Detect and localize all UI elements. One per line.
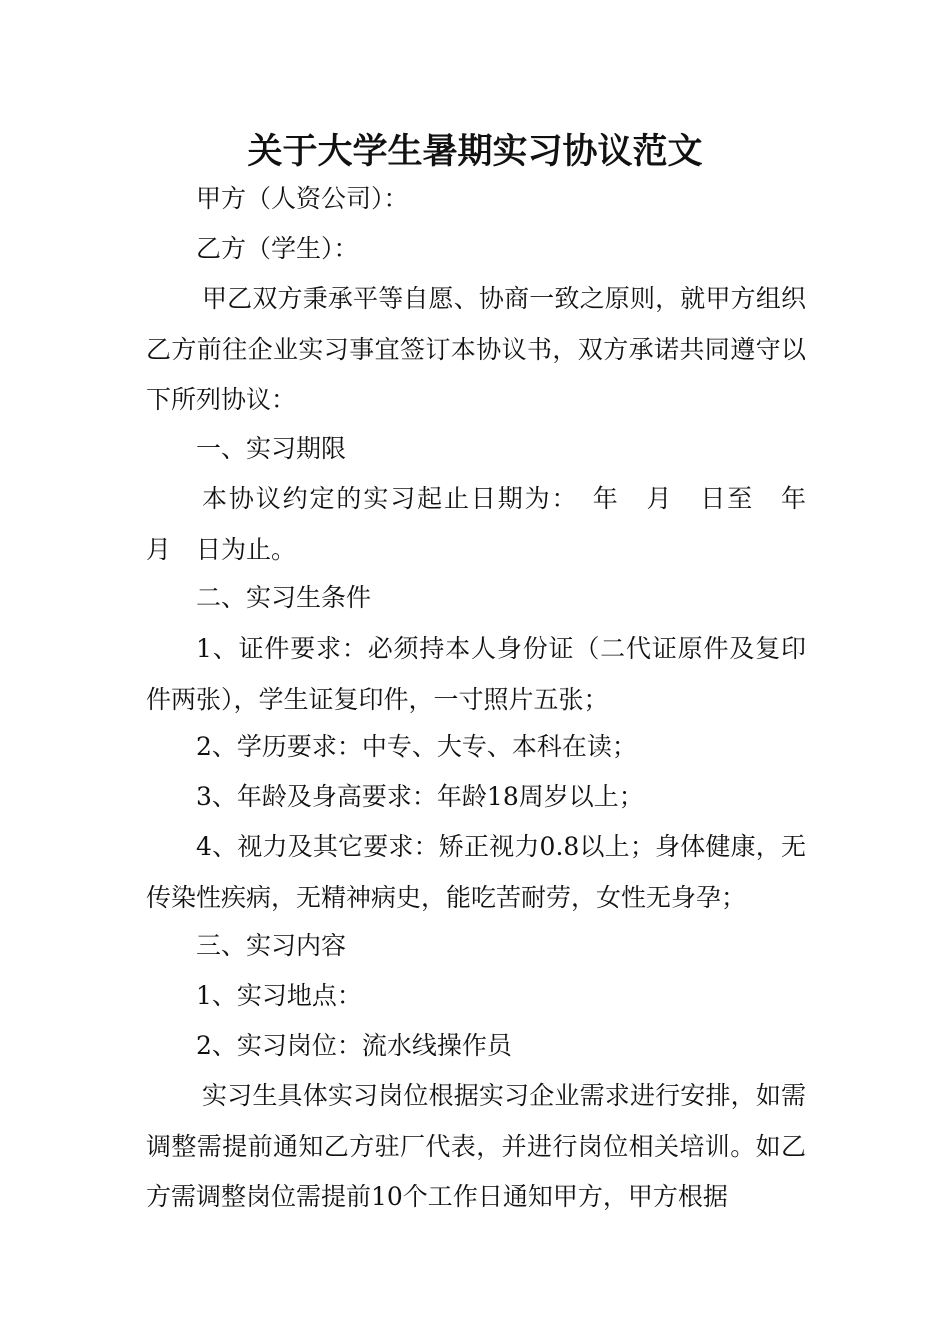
section3-item1: 1、实习地点： [196,981,362,1010]
section3-paragraph: 实习生具体实习岗位根据实习企业需求进行安排，如需调整需提前通知乙方驻厂代表，并进行岗位相关培训。如乙方需调整岗位需提前10个工作日通知甲方，甲方根据 [146,1081,806,1211]
document-title: 关于大学生暑期实习协议范文 [247,132,703,172]
section2-heading: 二、实习生条件 [196,583,372,612]
section2-item1: 1、证件要求：必须持本人身份证（二代证原件及复印件两张），学生证复印件，一寸照片五张； [146,634,806,714]
section1-paragraph: 本协议约定的实习起止日期为： 年 月 日至 年 月 日为止。 [146,484,832,564]
section3-item2: 2、实习岗位：流水线操作员 [196,1031,512,1060]
section1-heading: 一、实习期限 [196,434,347,463]
section2-item3: 3、年龄及身高要求：年龄18周岁以上； [196,782,644,811]
section2-item4: 4、视力及其它要求：矫正视力0.8以上；身体健康，无传染性疾病，无精神病史，能吃苦耐劳，女性无身孕； [146,832,806,912]
party-b-line: 乙方（学生）： [196,234,359,263]
intro-paragraph: 甲乙双方秉承平等自愿、协商一致之原则，就甲方组织乙方前往企业实习事宜签订本协议书，双方承诺共同遵守以下所列协议： [146,284,806,414]
section2-item2: 2、学历要求：中专、大专、本科在读； [196,732,637,761]
party-a-line: 甲方（人资公司）： [196,184,409,213]
section3-heading: 三、实习内容 [196,931,347,960]
